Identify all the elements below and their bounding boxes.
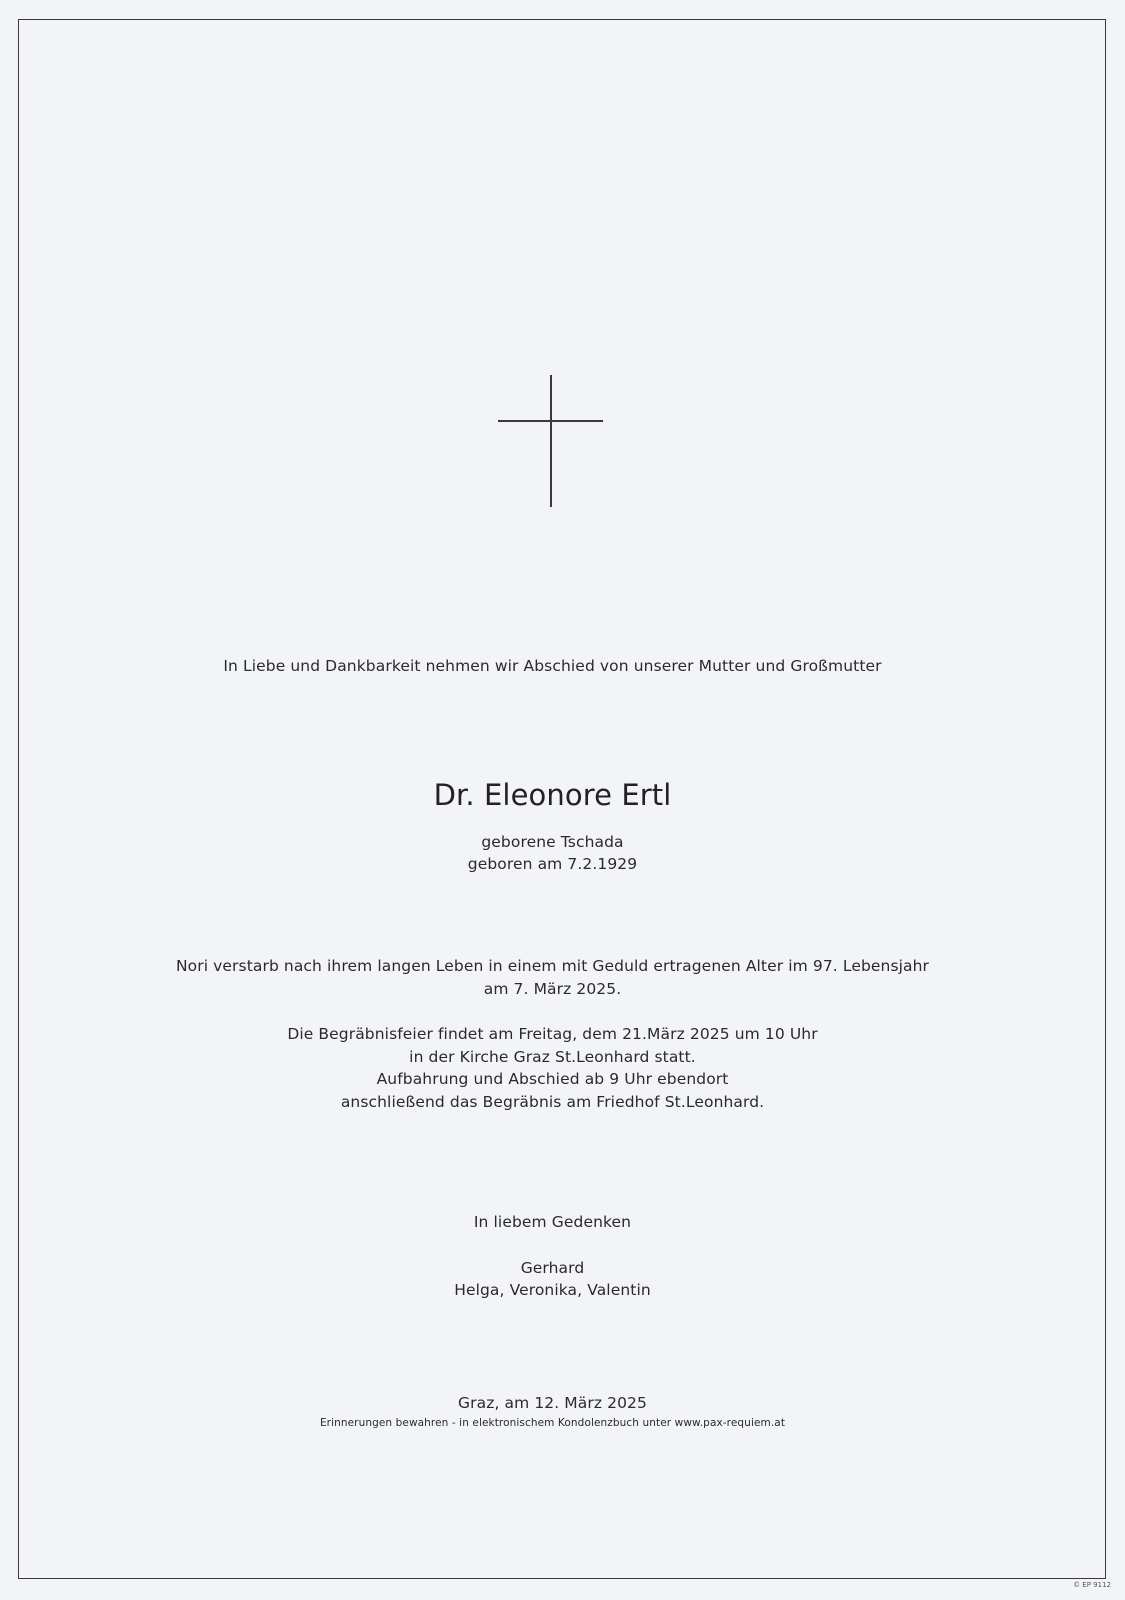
- funeral-line-3: Aufbahrung und Abschied ab 9 Uhr ebendort: [376, 1070, 729, 1088]
- family-line-2: Helga, Veronika, Valentin: [454, 1281, 651, 1299]
- maiden-name: geborene Tschada: [481, 833, 624, 851]
- memory-text: In liebem Gedenken: [473, 1213, 632, 1231]
- funeral-line-2: in der Kirche Graz St.Leonhard statt.: [409, 1048, 696, 1066]
- place-date: Graz, am 12. März 2025: [458, 1394, 647, 1412]
- print-code: © EP 9112: [1073, 1581, 1111, 1589]
- cross-horizontal-bar: [498, 420, 603, 422]
- cross-vertical-bar: [550, 375, 552, 507]
- family-line-1: Gerhard: [520, 1259, 585, 1277]
- birth-date: geboren am 7.2.1929: [467, 855, 638, 873]
- condolence-note: Erinnerungen bewahren - in elektronischem Kondolenzbuch unter www.pax-requiem.at: [319, 1417, 786, 1429]
- intro-text: In Liebe und Dankbarkeit nehmen wir Abschied von unserer Mutter und Großmutter: [223, 657, 882, 675]
- death-line-1: Nori verstarb nach ihrem langen Leben in einem mit Geduld ertragenen Alter im 97. Lebensjahr: [175, 957, 930, 975]
- deceased-name: Dr. Eleonore Ertl: [433, 778, 672, 812]
- death-line-2: am 7. März 2025.: [483, 980, 622, 998]
- funeral-line-1: Die Begräbnisfeier findet am Freitag, dem 21.März 2025 um 10 Uhr: [287, 1025, 818, 1043]
- funeral-line-4: anschließend das Begräbnis am Friedhof St.Leonhard.: [340, 1093, 765, 1111]
